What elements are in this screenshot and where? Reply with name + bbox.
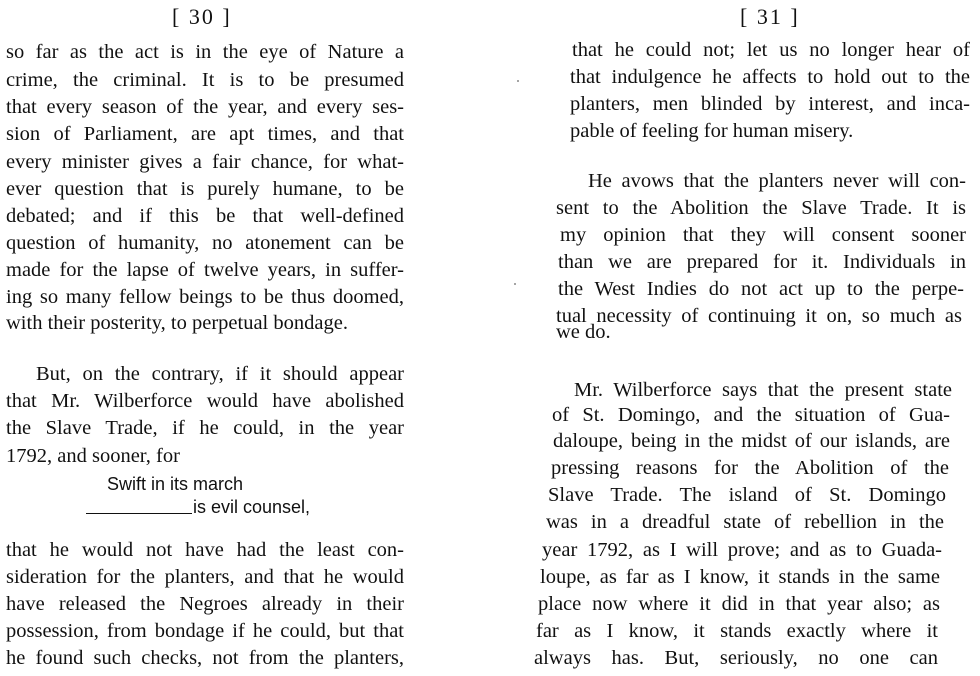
- text-line: that every season of the year, and every ses-: [6, 96, 404, 118]
- text-line: have released the Negroes already in their: [6, 593, 404, 615]
- text-line: pable of feeling for human misery.: [570, 120, 854, 142]
- text-line: sion of Parliament, are apt times, and that: [6, 123, 404, 145]
- text-line: made for the lapse of twelve years, in suffer-: [6, 259, 404, 281]
- text-line: ing so many fellow beings to be thus doomed,: [6, 286, 404, 308]
- text-line: But, on the contrary, if it should appear: [36, 363, 404, 385]
- scan-speck: [517, 80, 519, 82]
- text-line: place now where it did in that year also; as: [538, 593, 940, 615]
- text-line: Slave Trade. The island of St. Domingo: [548, 484, 946, 506]
- text-line: every minister gives a fair chance, for what-: [6, 151, 404, 173]
- verse-line: Swift in its march: [107, 474, 244, 494]
- text-line: crime, the criminal. It is to be presumed: [6, 69, 404, 91]
- text-line: loupe, as far as I know, it stands in the same: [540, 566, 940, 588]
- text-line: the Slave Trade, if he could, in the year: [6, 417, 404, 439]
- scan-speck: [514, 283, 516, 285]
- text-line: with their posterity, to perpetual bondage.: [6, 312, 348, 334]
- text-line: ever question that is purely humane, to be: [6, 178, 404, 200]
- text-line: pressing reasons for the Abolition of the: [551, 457, 949, 479]
- text-line: Mr. Wilberforce says that the present state: [574, 379, 952, 401]
- text-line: we do.: [556, 321, 611, 343]
- text-line: possession, from bondage if he could, but that: [6, 620, 404, 642]
- text-line: that indulgence he affects to hold out to the: [570, 66, 970, 88]
- text-line: daloupe, being in the midst of our islands, are: [553, 430, 950, 452]
- text-line: year 1792, as I will prove; and as to Guada-: [542, 539, 942, 561]
- text-line: that he could not; let us no longer hear of: [572, 39, 970, 61]
- left-page-number: [ 30 ]: [172, 4, 232, 29]
- text-line: planters, men blinded by interest, and inca-: [570, 93, 970, 115]
- text-line: that Mr. Wilberforce would have abolished: [6, 390, 404, 412]
- text-line: always has. But, seriously, no one can: [534, 647, 938, 669]
- text-line: sent to the Abolition the Slave Trade. It is: [556, 197, 966, 219]
- text-line: far as I know, it stands exactly where it: [536, 620, 938, 642]
- text-line: question of humanity, no atonement can be: [6, 232, 404, 254]
- text-line: debated; and if this be that well-defined: [6, 205, 404, 227]
- text-line: than we are prepared for it. Individuals in: [558, 251, 966, 273]
- text-line: He avows that the planters never will con-: [588, 170, 966, 192]
- text-line: tual necessity of continuing it on, so much as: [556, 305, 962, 327]
- text-line: sideration for the planters, and that he would: [6, 566, 404, 588]
- verse-rule: [86, 513, 192, 514]
- text-line: that he would not have had the least con-: [6, 539, 404, 561]
- text-line: the West Indies do not act up to the perpe-: [558, 278, 964, 300]
- text-line: so far as the act is in the eye of Nature a: [6, 41, 404, 63]
- right-page-number: [ 31 ]: [740, 4, 800, 29]
- text-line: he found such checks, not from the planters,: [6, 647, 404, 669]
- verse-line: is evil counsel,: [193, 497, 311, 517]
- text-line: 1792, and sooner, for: [6, 445, 180, 467]
- text-line: of St. Domingo, and the situation of Gua-: [552, 404, 950, 426]
- text-line: my opinion that they will consent sooner: [560, 224, 966, 246]
- text-line: was in a dreadful state of rebellion in the: [546, 511, 944, 533]
